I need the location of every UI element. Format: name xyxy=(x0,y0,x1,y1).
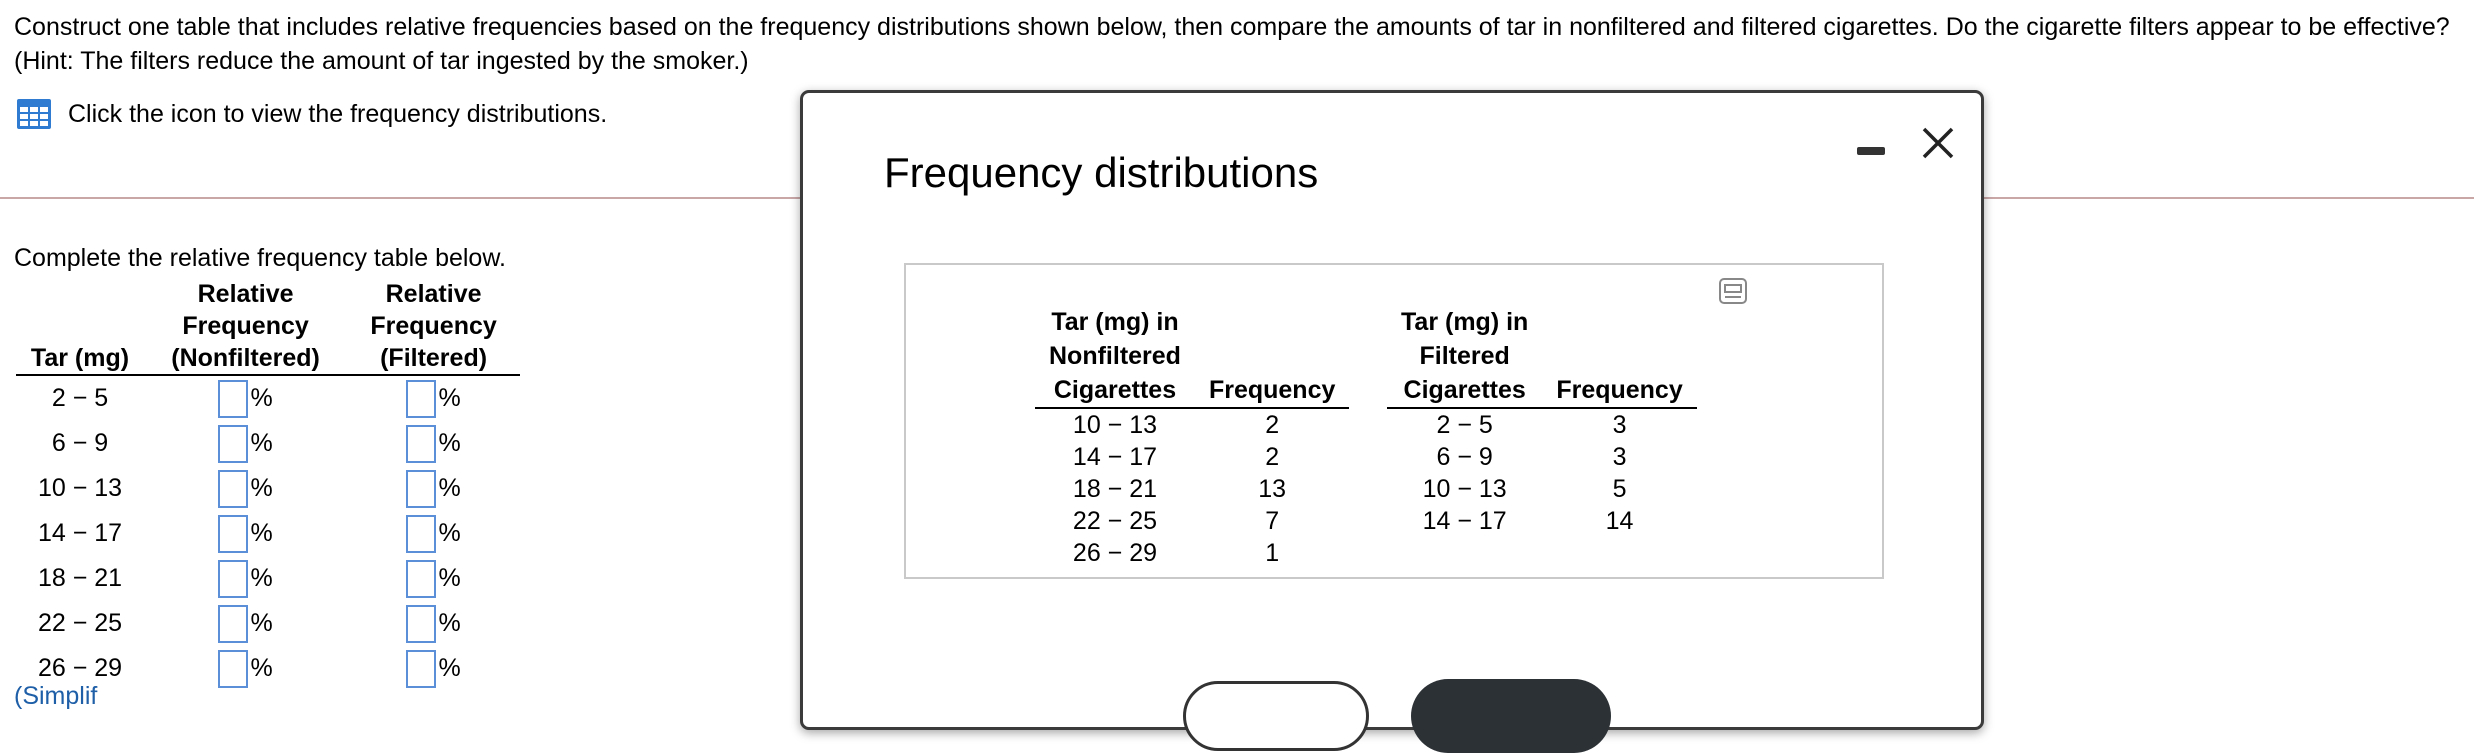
table-row xyxy=(16,511,520,556)
tar-range: 14 − 17 xyxy=(1422,507,1507,535)
header-filtered-line2: Frequency xyxy=(370,312,497,340)
view-distributions-label: Click the icon to view the frequency distributions. xyxy=(68,99,608,128)
nonfiltered-frequency-table xyxy=(1035,305,1349,569)
simplify-note: (Simplif xyxy=(14,682,98,710)
tar-range: 18 − 21 xyxy=(37,564,123,592)
percent-label: % xyxy=(250,654,273,682)
percent-label: % xyxy=(438,654,461,682)
percent-label: % xyxy=(250,564,273,592)
tar-range: 2 − 5 xyxy=(1436,411,1493,439)
percent-label: % xyxy=(438,519,461,547)
table-grid-icon[interactable] xyxy=(16,98,52,130)
nonfiltered-header-line2: Nonfiltered xyxy=(1049,342,1181,370)
header-nonfiltered-line3: (Nonfiltered) xyxy=(144,342,347,375)
tar-range: 22 − 25 xyxy=(1072,507,1158,535)
table-row xyxy=(1387,408,1697,441)
nonfiltered-input[interactable] xyxy=(218,560,248,598)
rf-instruction: Complete the relative frequency table below. xyxy=(14,244,506,272)
table-row xyxy=(1035,408,1349,441)
filtered-header-line2: Filtered xyxy=(1419,342,1510,370)
tar-range: 14 − 17 xyxy=(37,519,123,547)
done-button[interactable] xyxy=(1411,679,1611,753)
header-nonfiltered-line1: Relative xyxy=(197,280,294,308)
tar-range: 6 − 9 xyxy=(1436,443,1493,471)
header-blank xyxy=(16,310,144,342)
percent-label: % xyxy=(250,519,273,547)
frequency-value: 14 xyxy=(1605,507,1634,535)
table-row xyxy=(16,601,520,646)
header-filtered-line1: Relative xyxy=(385,280,482,308)
filtered-input[interactable] xyxy=(406,515,436,553)
nonfiltered-input[interactable] xyxy=(218,650,248,688)
percent-label: % xyxy=(438,609,461,637)
table-row xyxy=(16,556,520,601)
table-row xyxy=(16,375,520,421)
header-tar: Tar (mg) xyxy=(16,342,144,375)
tar-range: 26 − 29 xyxy=(1072,539,1158,567)
filtered-freq-header: Frequency xyxy=(1542,373,1696,408)
filtered-input[interactable] xyxy=(406,470,436,508)
frequency-value: 1 xyxy=(1265,539,1280,567)
table-row xyxy=(1035,441,1349,473)
table-row xyxy=(16,421,520,466)
tar-range: 22 − 25 xyxy=(37,609,123,637)
filtered-frequency-table xyxy=(1387,305,1697,537)
frequency-value: 3 xyxy=(1612,411,1627,439)
nonfiltered-input[interactable] xyxy=(218,425,248,463)
nonfiltered-input[interactable] xyxy=(218,515,248,553)
frequency-value: 2 xyxy=(1265,411,1280,439)
header-filtered-line3: (Filtered) xyxy=(347,342,520,375)
filtered-input[interactable] xyxy=(406,425,436,463)
tar-range: 6 − 9 xyxy=(51,429,109,457)
filtered-input[interactable] xyxy=(406,380,436,418)
dialog-title: Frequency distributions xyxy=(884,149,1319,196)
frequency-value: 2 xyxy=(1265,443,1280,471)
percent-label: % xyxy=(438,429,461,457)
nonfiltered-input[interactable] xyxy=(218,380,248,418)
table-row xyxy=(1387,473,1697,505)
tar-range: 10 − 13 xyxy=(1422,475,1507,503)
view-distributions-link[interactable] xyxy=(16,98,607,130)
filtered-input[interactable] xyxy=(406,605,436,643)
percent-label: % xyxy=(250,474,273,502)
table-row xyxy=(1035,473,1349,505)
nonfiltered-header-line3: Cigarettes xyxy=(1035,373,1195,408)
tar-range: 10 − 13 xyxy=(37,474,123,502)
header-blank xyxy=(16,278,144,310)
frequency-value: 13 xyxy=(1258,475,1287,503)
tar-range: 2 − 5 xyxy=(51,384,109,412)
question-text: Construct one table that includes relative frequencies based on the frequency distributions shown below, then compare the amounts of tar in nonfiltered and filtered cigarettes. Do the cigarette filters appear to be effective? (Hint: The filters reduce the amount of tar ingested by the smoker.) xyxy=(14,13,2450,75)
filtered-input[interactable] xyxy=(406,560,436,598)
table-row xyxy=(1387,441,1697,473)
tar-range: 26 − 29 xyxy=(37,654,123,682)
tar-range: 14 − 17 xyxy=(1072,443,1158,471)
print-button[interactable] xyxy=(1183,681,1369,751)
frequency-value: 3 xyxy=(1612,443,1627,471)
header-nonfiltered-line2: Frequency xyxy=(182,312,309,340)
filtered-header-line3: Cigarettes xyxy=(1387,373,1542,408)
relative-frequency-table xyxy=(16,278,520,691)
nonfiltered-input[interactable] xyxy=(218,470,248,508)
nonfiltered-freq-header: Frequency xyxy=(1195,373,1349,408)
frequency-value: 7 xyxy=(1265,507,1280,535)
table-row xyxy=(1035,505,1349,537)
close-icon[interactable] xyxy=(1918,123,1958,163)
minimize-icon[interactable] xyxy=(1857,147,1885,155)
percent-label: % xyxy=(250,429,273,457)
filtered-header-line1: Tar (mg) in xyxy=(1401,308,1529,336)
filtered-input[interactable] xyxy=(406,650,436,688)
nonfiltered-header-line1: Tar (mg) in xyxy=(1051,308,1179,336)
table-row xyxy=(1387,505,1697,537)
percent-label: % xyxy=(438,474,461,502)
frequency-tables-panel xyxy=(904,263,1884,579)
frequency-distributions-dialog xyxy=(800,90,1984,730)
percent-label: % xyxy=(438,384,461,412)
tar-range: 10 − 13 xyxy=(1072,411,1158,439)
copy-table-icon[interactable] xyxy=(1718,277,1748,307)
frequency-value: 5 xyxy=(1612,475,1627,503)
nonfiltered-input[interactable] xyxy=(218,605,248,643)
percent-label: % xyxy=(250,609,273,637)
table-row xyxy=(1035,537,1349,569)
percent-label: % xyxy=(438,564,461,592)
table-row xyxy=(16,466,520,511)
tar-range: 18 − 21 xyxy=(1072,475,1158,503)
percent-label: % xyxy=(250,384,273,412)
